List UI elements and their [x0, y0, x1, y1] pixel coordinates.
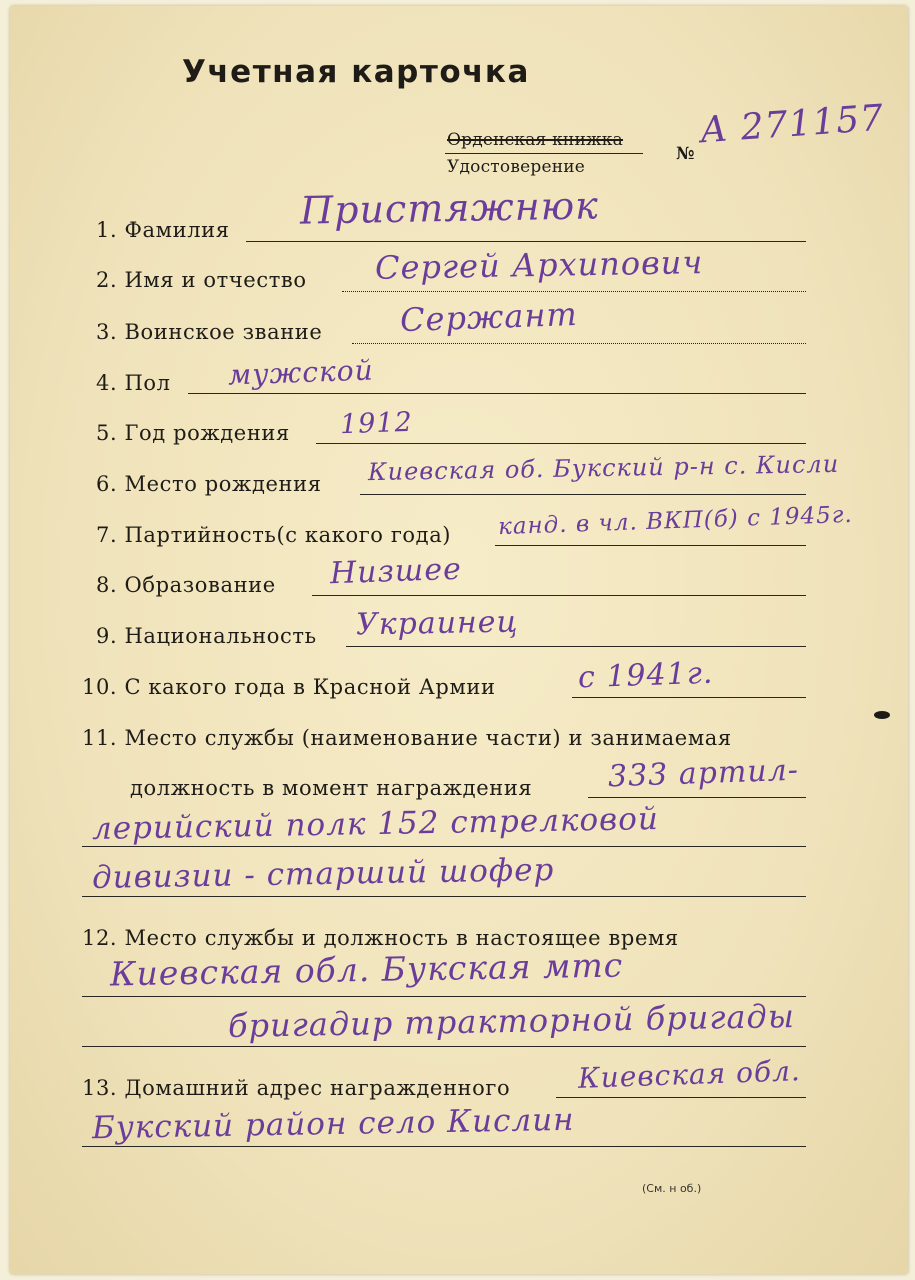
- doc-type-struck: Орденская книжка: [447, 130, 623, 150]
- ink-blot: [874, 711, 890, 719]
- field-value-service-line2: лерийский полк 152 стрелковой: [91, 801, 660, 847]
- field-value-current-line2: бригадир тракторной бригады: [227, 997, 796, 1045]
- certificate-number: А 271157: [698, 97, 886, 152]
- field-label-current-service: 12. Место службы и должность в настоящее время: [82, 926, 679, 950]
- field-label-service-line1: 11. Место службы (наименование части) и занимаемая: [82, 726, 732, 750]
- field-value-birthplace: Киевская об. Букский р-н с. Кисли: [367, 449, 840, 487]
- footnote-see-reverse: (См. н об.): [642, 1182, 702, 1195]
- doc-type-divider: [445, 153, 643, 154]
- field-line-service-1: [588, 797, 806, 798]
- field-value-rank: Сержант: [399, 294, 579, 340]
- field-line-service-3: [82, 896, 806, 897]
- field-label-party: 7. Партийность(с какого года): [96, 523, 452, 547]
- field-line-current-2: [82, 1046, 806, 1047]
- field-value-surname: Пристяжнюк: [299, 183, 600, 233]
- field-line-rank: [352, 343, 806, 344]
- field-line-address-1: [556, 1097, 806, 1098]
- field-label-rank: 3. Воинское звание: [96, 320, 323, 344]
- field-line-birthplace: [360, 494, 806, 495]
- field-value-birth-year: 1912: [339, 406, 414, 441]
- field-value-party: канд. в чл. ВКП(б) с 1945г.: [497, 501, 854, 541]
- field-value-current-line1: Киевская обл. Букская мтс: [109, 945, 624, 994]
- field-line-sex: [188, 393, 806, 394]
- field-value-education: Низшее: [329, 551, 463, 592]
- field-line-birth-year: [316, 443, 806, 444]
- field-line-surname: [246, 241, 806, 242]
- card-title: Учетная карточка: [182, 54, 530, 90]
- field-label-service-line2: должность в момент награждения: [130, 776, 533, 800]
- doc-type-current: Удостоверение: [447, 157, 586, 177]
- field-label-birthplace: 6. Место рождения: [96, 472, 322, 496]
- field-label-army-year: 10. С какого года в Красной Армии: [82, 675, 496, 699]
- field-value-address-line1: Киевская обл.: [577, 1054, 802, 1095]
- field-label-sex: 4. Пол: [96, 371, 171, 395]
- field-line-name: [342, 291, 806, 292]
- field-line-address-2: [82, 1146, 806, 1147]
- field-line-army-year: [572, 697, 806, 698]
- field-value-service-line3: дивизии - старший шофер: [91, 851, 555, 897]
- field-value-army-year: с 1941г.: [577, 655, 714, 696]
- number-label: №: [676, 144, 695, 164]
- field-label-birth-year: 5. Год рождения: [96, 421, 290, 445]
- field-label-name: 2. Имя и отчество: [96, 268, 307, 292]
- field-label-education: 8. Образование: [96, 573, 276, 597]
- field-label-nationality: 9. Национальность: [96, 624, 317, 648]
- field-label-home-address: 13. Домашний адрес награжденного: [82, 1076, 511, 1100]
- field-line-nationality: [346, 646, 806, 647]
- field-line-service-2: [82, 846, 806, 847]
- field-value-address-line2: Букский район село Кислин: [91, 1101, 575, 1147]
- field-value-sex: мужской: [227, 353, 375, 392]
- field-line-current-1: [82, 996, 806, 997]
- field-value-nationality: Украинец: [355, 604, 519, 643]
- field-value-service-line1: 333 артил-: [607, 752, 800, 795]
- field-line-education: [312, 595, 806, 596]
- field-value-name: Сергей Архипович: [374, 243, 704, 287]
- field-line-party: [495, 545, 806, 546]
- field-label-surname: 1. Фамилия: [96, 218, 230, 242]
